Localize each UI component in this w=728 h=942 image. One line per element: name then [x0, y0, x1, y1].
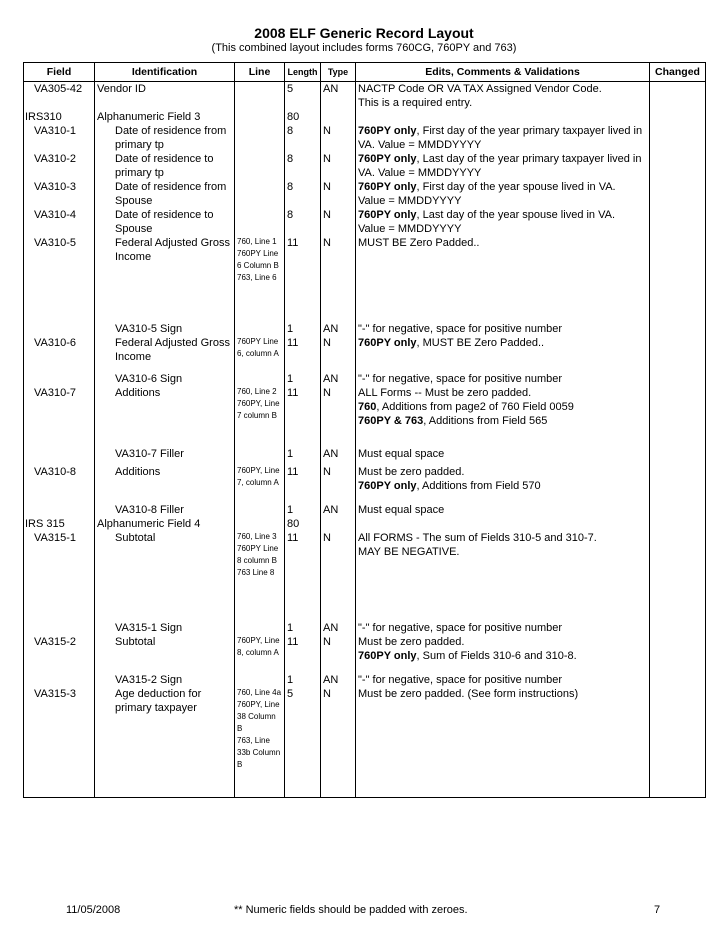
table-row	[24, 208, 706, 236]
edit-text: , Additions from Field 570	[416, 480, 541, 492]
length-cell: 8	[285, 124, 321, 152]
length-cell: 1	[285, 322, 321, 336]
edit-text: Value = MMDDYYYY	[358, 195, 462, 207]
edit-emphasis: 760PY only	[358, 181, 417, 193]
identification-cell: Federal Adjusted Gross Income	[95, 336, 235, 372]
edits-cell	[356, 621, 650, 635]
table-row	[24, 673, 706, 687]
length-cell: 11	[285, 386, 321, 447]
edit-text: ALL Forms -- Must be zero padded.	[358, 387, 532, 399]
edits-cell	[356, 82, 650, 111]
edit-line	[358, 621, 647, 635]
edit-line	[358, 400, 647, 414]
length-cell: 5	[285, 82, 321, 111]
edit-text: "-" for negative, space for positive number	[358, 373, 563, 385]
identification-cell: Subtotal	[95, 531, 235, 621]
identification-cell: Date of residence from Spouse	[95, 180, 235, 208]
edit-text: , Additions from Field 565	[423, 415, 548, 427]
edit-line	[358, 479, 647, 493]
edit-text: MAY BE NEGATIVE.	[358, 546, 460, 558]
edits-cell	[356, 336, 650, 372]
length-cell: 1	[285, 447, 321, 465]
edit-emphasis: 760PY only	[358, 650, 417, 662]
edit-text: Value = MMDDYYYY	[358, 223, 462, 235]
edit-line	[358, 503, 647, 517]
length-cell: 11	[285, 236, 321, 322]
edits-cell	[356, 465, 650, 503]
table-row	[24, 124, 706, 152]
edit-text: , First day of the year primary taxpayer lived in VA. Value = MMDDYYYY	[358, 125, 643, 151]
line-cell	[235, 336, 285, 372]
changed-cell	[650, 82, 706, 111]
edit-line	[358, 649, 647, 663]
line-cell	[235, 110, 285, 124]
identification-cell: Additions	[95, 465, 235, 503]
edit-emphasis: 760	[358, 401, 377, 413]
edit-text: MUST BE Zero Padded..	[358, 237, 480, 249]
length-cell: 11	[285, 635, 321, 673]
table-row	[24, 82, 706, 111]
edit-line	[358, 222, 647, 236]
line-cell	[235, 517, 285, 531]
field-cell	[24, 372, 95, 386]
identification-cell: Alphanumeric Field 3	[95, 110, 235, 124]
line-cell	[235, 531, 285, 621]
edit-text: , MUST BE Zero Padded..	[416, 337, 545, 349]
identification-cell: VA310-8 Filler	[95, 503, 235, 517]
identification-cell: Vendor ID	[95, 82, 235, 111]
changed-cell	[650, 322, 706, 336]
changed-cell	[650, 152, 706, 180]
line-ref: 763, Line 6	[237, 273, 277, 282]
edit-line	[358, 82, 647, 96]
changed-cell	[650, 517, 706, 531]
table-row	[24, 386, 706, 447]
field-cell: VA310-7	[24, 386, 95, 447]
field-cell: VA310-1	[24, 124, 95, 152]
identification-cell: Date of residence to primary tp	[95, 152, 235, 180]
table-row	[24, 152, 706, 180]
type-cell: N	[321, 124, 356, 152]
edit-text: , Last day of the year primary taxpayer lived in VA. Value = MMDDYYYY	[358, 153, 642, 179]
length-cell: 11	[285, 336, 321, 372]
edits-cell	[356, 447, 650, 465]
field-cell	[24, 673, 95, 687]
table-row	[24, 110, 706, 124]
table-row	[24, 372, 706, 386]
edit-emphasis: 760PY & 763	[358, 415, 424, 427]
type-cell	[321, 517, 356, 531]
line-cell	[235, 208, 285, 236]
edit-line	[358, 687, 647, 701]
identification-cell: VA315-2 Sign	[95, 673, 235, 687]
changed-cell	[650, 447, 706, 465]
line-ref: 763, Line 33b Column B	[237, 736, 281, 769]
length-cell: 11	[285, 465, 321, 503]
identification-cell: Date of residence from primary tp	[95, 124, 235, 152]
line-ref: 760PY Line 6 Column B	[237, 249, 279, 270]
table-row	[24, 322, 706, 336]
table-row	[24, 621, 706, 635]
header-length: Length	[285, 63, 321, 82]
edit-emphasis: 760PY only	[358, 125, 417, 137]
edit-line	[358, 465, 647, 479]
length-cell: 8	[285, 208, 321, 236]
type-cell: N	[321, 635, 356, 673]
edit-text: All FORMS - The sum of Fields 310-5 and 310-7.	[358, 532, 597, 544]
line-cell	[235, 635, 285, 673]
field-cell: VA310-3	[24, 180, 95, 208]
edit-line	[358, 152, 647, 180]
identification-cell: VA315-1 Sign	[95, 621, 235, 635]
edits-cell	[356, 152, 650, 180]
edit-emphasis: 760PY only	[358, 337, 417, 349]
edit-line	[358, 124, 647, 152]
type-cell: N	[321, 465, 356, 503]
line-cell	[235, 687, 285, 797]
edit-line	[358, 96, 647, 110]
edit-text: Must be zero padded.	[358, 636, 465, 648]
edit-emphasis: 760PY only	[358, 153, 417, 165]
edit-line	[358, 414, 647, 428]
document-title: 2008 ELF Generic Record Layout	[254, 25, 474, 41]
field-cell: VA315-2	[24, 635, 95, 673]
field-cell: VA310-2	[24, 152, 95, 180]
identification-cell: Age deduction for primary taxpayer	[95, 687, 235, 797]
field-cell: VA310-8	[24, 465, 95, 503]
edit-line	[358, 336, 647, 350]
changed-cell	[650, 208, 706, 236]
edits-cell	[356, 673, 650, 687]
identification-cell: Date of residence to Spouse	[95, 208, 235, 236]
line-ref: 760PY, Line 8, column A	[237, 636, 280, 657]
field-cell: VA315-1	[24, 531, 95, 621]
identification-cell: VA310-7 Filler	[95, 447, 235, 465]
changed-cell	[650, 621, 706, 635]
type-cell: AN	[321, 322, 356, 336]
edit-line	[358, 635, 647, 649]
field-cell: VA310-6	[24, 336, 95, 372]
table-body	[24, 82, 706, 798]
edit-text: , Additions from page2 of 760 Field 0059	[376, 401, 574, 413]
line-cell	[235, 621, 285, 635]
edit-text: Must be zero padded.	[358, 466, 465, 478]
type-cell: N	[321, 336, 356, 372]
changed-cell	[650, 673, 706, 687]
line-ref: 763 Line 8	[237, 568, 275, 577]
edits-cell	[356, 236, 650, 322]
line-cell	[235, 322, 285, 336]
edit-text: Must be zero padded. (See form instructions)	[358, 688, 579, 700]
table-row	[24, 236, 706, 322]
line-ref: 760PY Line 6, column A	[237, 337, 279, 358]
type-cell: AN	[321, 372, 356, 386]
type-cell: N	[321, 687, 356, 797]
type-cell: N	[321, 208, 356, 236]
line-cell	[235, 124, 285, 152]
edits-cell	[356, 322, 650, 336]
identification-cell: Additions	[95, 386, 235, 447]
field-cell: VA310-5	[24, 236, 95, 322]
edit-text: , Last day of the year spouse lived in VA.	[416, 209, 616, 221]
field-cell	[24, 503, 95, 517]
changed-cell	[650, 110, 706, 124]
length-cell: 11	[285, 531, 321, 621]
edit-text: "-" for negative, space for positive number	[358, 323, 563, 335]
edit-line	[358, 208, 647, 222]
length-cell: 80	[285, 110, 321, 124]
field-cell: IRS310	[24, 110, 95, 124]
length-cell: 80	[285, 517, 321, 531]
changed-cell	[650, 386, 706, 447]
field-cell	[24, 621, 95, 635]
edits-cell	[356, 110, 650, 124]
type-cell: AN	[321, 82, 356, 111]
table-row	[24, 531, 706, 621]
identification-cell: Alphanumeric Field 4	[95, 517, 235, 531]
field-cell: VA315-3	[24, 687, 95, 797]
footer-note: ** Numeric fields should be padded with zeroes.	[234, 904, 468, 916]
changed-cell	[650, 180, 706, 208]
footer-date: 11/05/2008	[66, 904, 121, 916]
table-row	[24, 517, 706, 531]
identification-cell: VA310-6 Sign	[95, 372, 235, 386]
edit-text: Must equal space	[358, 504, 445, 516]
type-cell	[321, 110, 356, 124]
table-row	[24, 687, 706, 797]
changed-cell	[650, 687, 706, 797]
edit-line	[358, 236, 647, 250]
type-cell: N	[321, 180, 356, 208]
identification-cell: VA310-5 Sign	[95, 322, 235, 336]
edit-text: "-" for negative, space for positive number	[358, 674, 563, 686]
edit-text: , Sum of Fields 310-6 and 310-8.	[416, 650, 577, 662]
header-field: Field	[24, 63, 95, 82]
header-line: Line	[235, 63, 285, 82]
edit-line	[358, 673, 647, 687]
changed-cell	[650, 372, 706, 386]
edit-line	[358, 372, 647, 386]
line-ref: 760PY, Line 7 column B	[237, 399, 280, 420]
field-cell: IRS 315	[24, 517, 95, 531]
header-changed: Changed	[650, 63, 706, 82]
line-cell	[235, 503, 285, 517]
line-cell	[235, 82, 285, 111]
edits-cell	[356, 503, 650, 517]
changed-cell	[650, 336, 706, 372]
type-cell: N	[321, 236, 356, 322]
line-cell	[235, 447, 285, 465]
length-cell: 8	[285, 152, 321, 180]
edits-cell	[356, 386, 650, 447]
edit-line	[358, 386, 647, 400]
length-cell: 8	[285, 180, 321, 208]
table-header-row	[24, 63, 706, 82]
line-cell	[235, 152, 285, 180]
table-row	[24, 180, 706, 208]
length-cell: 5	[285, 687, 321, 797]
edit-line	[358, 447, 647, 461]
edits-cell	[356, 687, 650, 797]
line-ref: 760, Line 4a	[237, 688, 282, 697]
edit-text: This is a required entry.	[358, 97, 473, 109]
length-cell: 1	[285, 621, 321, 635]
field-cell: VA305-42	[24, 82, 95, 111]
line-ref: 760, Line 1	[237, 237, 277, 246]
document-subtitle: (This combined layout includes forms 760CG, 760PY and 763)	[211, 42, 517, 54]
edit-line	[358, 545, 647, 559]
edit-line	[358, 194, 647, 208]
table-row	[24, 336, 706, 372]
changed-cell	[650, 635, 706, 673]
changed-cell	[650, 503, 706, 517]
type-cell: AN	[321, 673, 356, 687]
field-cell	[24, 322, 95, 336]
edits-cell	[356, 517, 650, 531]
length-cell: 1	[285, 503, 321, 517]
changed-cell	[650, 236, 706, 322]
edits-cell	[356, 531, 650, 621]
header-identification: Identification	[95, 63, 235, 82]
edits-cell	[356, 124, 650, 152]
edit-text: , First day of the year spouse lived in VA.	[416, 181, 616, 193]
header-type: Type	[321, 63, 356, 82]
length-cell: 1	[285, 673, 321, 687]
line-ref: 760PY Line 8 column B	[237, 544, 279, 565]
field-cell: VA310-4	[24, 208, 95, 236]
line-ref: 760, Line 3	[237, 532, 277, 541]
changed-cell	[650, 465, 706, 503]
type-cell: AN	[321, 621, 356, 635]
edit-text: NACTP Code OR VA TAX Assigned Vendor Code.	[358, 83, 602, 95]
type-cell: N	[321, 531, 356, 621]
line-cell	[235, 372, 285, 386]
line-cell	[235, 673, 285, 687]
line-cell	[235, 465, 285, 503]
line-cell	[235, 180, 285, 208]
edits-cell	[356, 208, 650, 236]
field-cell	[24, 447, 95, 465]
table-row	[24, 503, 706, 517]
changed-cell	[650, 124, 706, 152]
line-cell	[235, 386, 285, 447]
edits-cell	[356, 635, 650, 673]
table-row	[24, 635, 706, 673]
type-cell: N	[321, 152, 356, 180]
identification-cell: Subtotal	[95, 635, 235, 673]
changed-cell	[650, 531, 706, 621]
record-layout-table	[23, 62, 706, 798]
edit-text: Must equal space	[358, 448, 445, 460]
length-cell: 1	[285, 372, 321, 386]
line-ref: 760PY, Line 38 Column B	[237, 700, 280, 733]
edit-text: "-" for negative, space for positive number	[358, 622, 563, 634]
edit-line	[358, 180, 647, 194]
type-cell: N	[321, 386, 356, 447]
page-number: 7	[654, 904, 661, 916]
line-cell	[235, 236, 285, 322]
edits-cell	[356, 180, 650, 208]
table-row	[24, 465, 706, 503]
identification-cell: Federal Adjusted Gross Income	[95, 236, 235, 322]
table-row	[24, 447, 706, 465]
edit-emphasis: 760PY only	[358, 209, 417, 221]
type-cell: AN	[321, 447, 356, 465]
line-ref: 760, Line 2	[237, 387, 277, 396]
edit-emphasis: 760PY only	[358, 480, 417, 492]
edit-line	[358, 531, 647, 545]
edit-line	[358, 322, 647, 336]
header-edits: Edits, Comments & Validations	[356, 63, 650, 82]
line-ref: 760PY, Line 7, column A	[237, 466, 280, 487]
edits-cell	[356, 372, 650, 386]
type-cell: AN	[321, 503, 356, 517]
